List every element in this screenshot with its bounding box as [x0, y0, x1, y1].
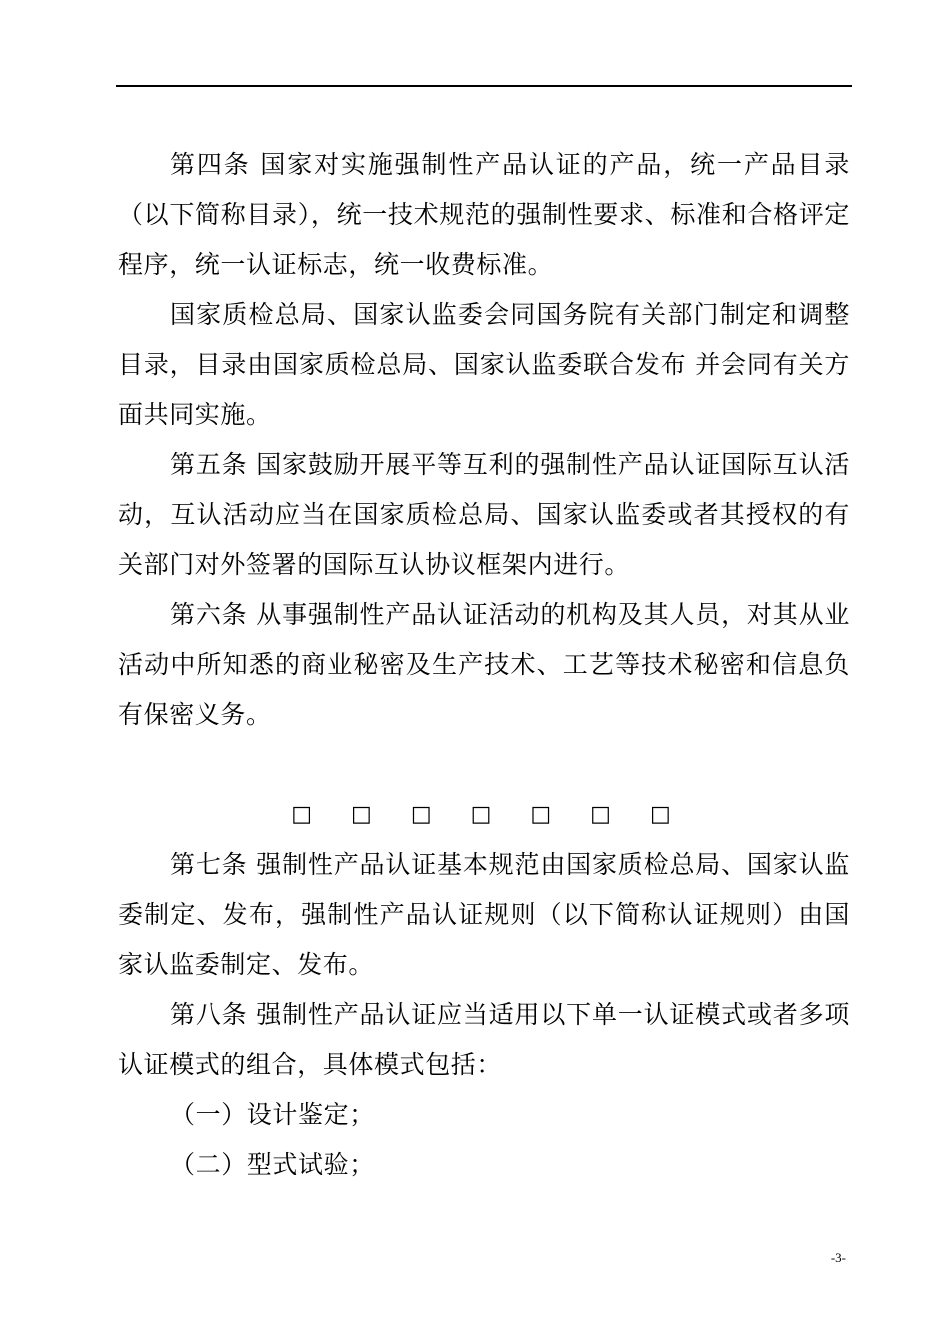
document-body [118, 140, 850, 1190]
article-6: 第六条 从事强制性产品认证活动的机构及其人员，对其从业活动中所知悉的商业秘密及生产技术、工艺等技术秘密和信息负有保密义务。 [118, 600, 850, 729]
article-5: 第五条 国家鼓励开展平等互利的强制性产品认证国际互认活动，互认活动应当在国家质检总局、国家认监委或者其授权的有关部门对外签署的国际互认协议框架内进行。 [118, 450, 850, 579]
page-number: -3- [830, 1250, 846, 1265]
section-gap [118, 740, 850, 790]
list-item-2: （二）型式试验； [170, 1150, 375, 1179]
article-4-paragraph-2: 国家质检总局、国家认监委会同国务院有关部门制定和调整目录，目录由国家质检总局、国家认监委联合发布 并会同有关方面共同实施。 [118, 300, 850, 429]
chapter-heading: □ □ □ □ □ □ □ [291, 802, 677, 827]
article-4: 第四条 国家对实施强制性产品认证的产品，统一产品目录（以下简称目录），统一技术规范的强制性要求、标准和合格评定程序，统一认证标志，统一收费标准。 [118, 150, 850, 279]
header-rule [116, 85, 852, 87]
article-7: 第七条 强制性产品认证基本规范由国家质检总局、国家认监委制定、发布，强制性产品认证规则（以下简称认证规则）由国家认监委制定、发布。 [118, 850, 850, 979]
list-item-1: （一）设计鉴定； [170, 1100, 375, 1129]
article-8: 第八条 强制性产品认证应当适用以下单一认证模式或者多项认证模式的组合，具体模式包括： [118, 1000, 850, 1079]
